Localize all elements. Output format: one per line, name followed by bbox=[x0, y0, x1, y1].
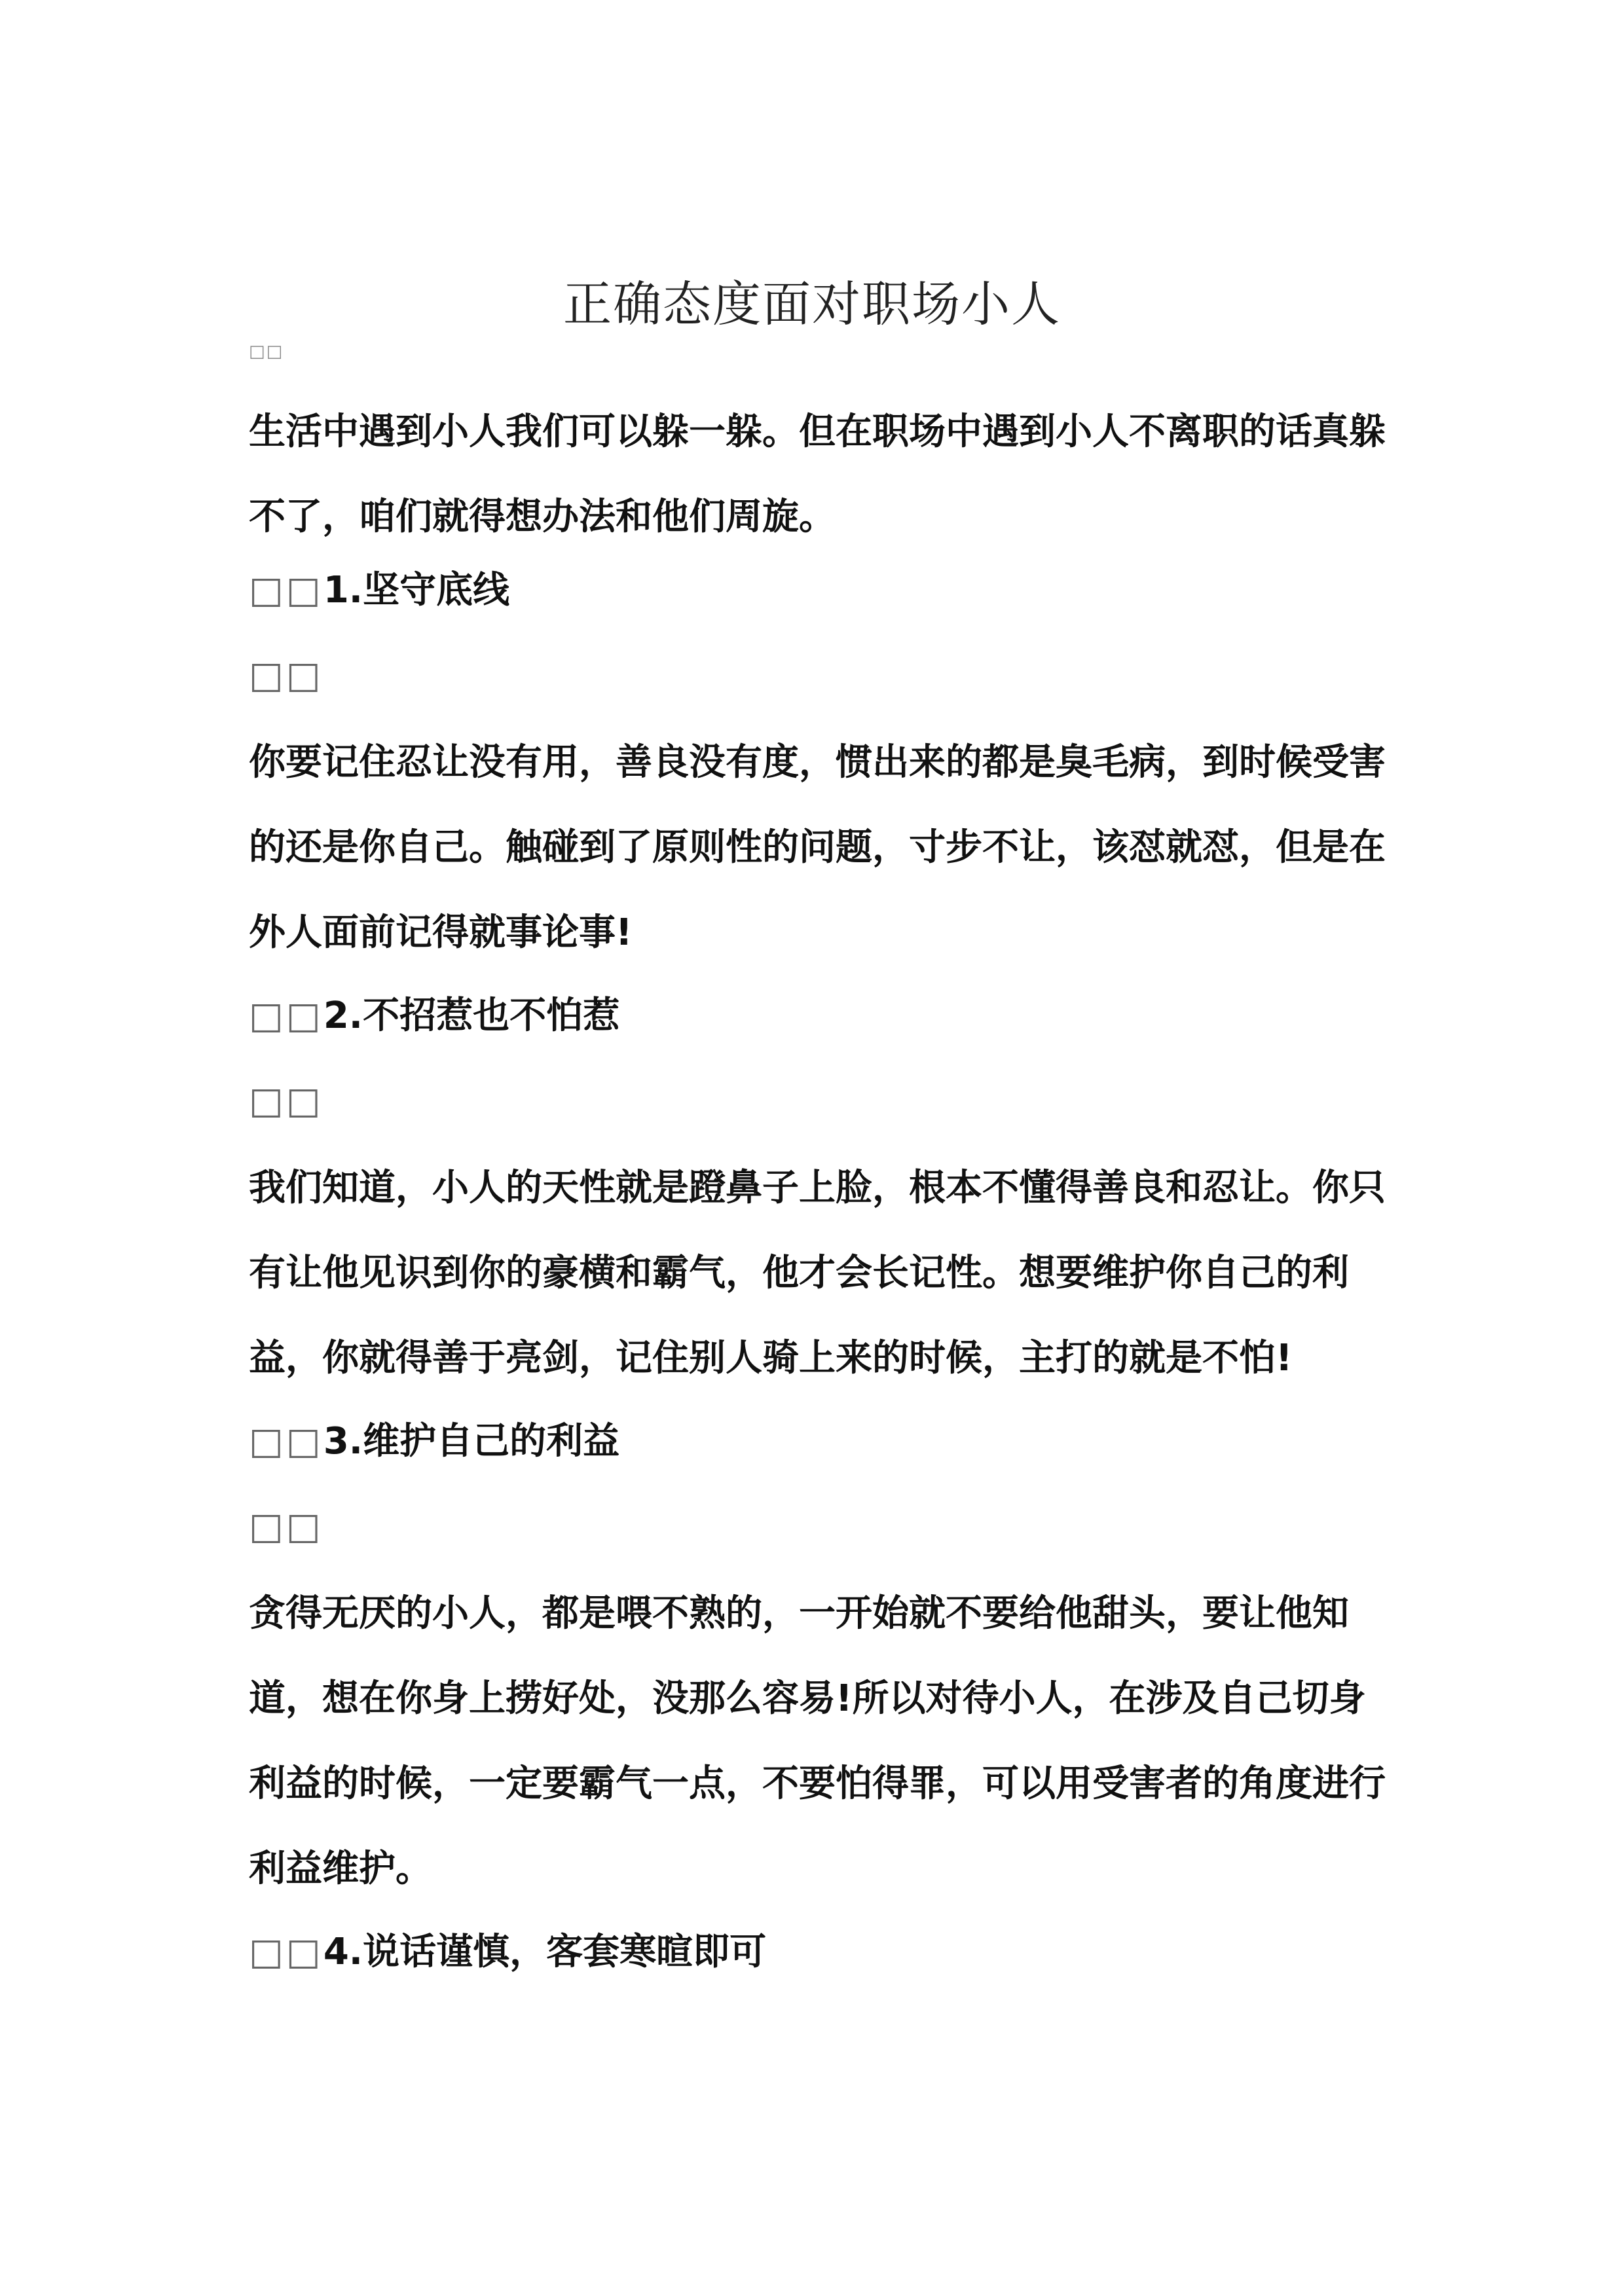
heading-marker: □□ bbox=[249, 1931, 323, 1973]
section-body-2: 我们知道，小人的天性就是蹬鼻子上脸，根本不懂得善良和忍让。你只有让他见识到你的豪横和霸气，他才会长记性。想要维护你自己的利益，你就得善于亮剑，记住别人骑上来的时候，主打的就是不怕! bbox=[249, 1167, 1386, 1379]
section-heading-text: 2.不招惹也不怕惹 bbox=[323, 994, 620, 1037]
section-heading-text: 4.说话谨慎，客套寒暄即可 bbox=[323, 1931, 767, 1973]
heading-marker: □□ bbox=[249, 1420, 323, 1463]
spacer-marker: □□ bbox=[249, 1080, 323, 1122]
heading-marker: □□ bbox=[249, 569, 323, 611]
section-spacer-3 bbox=[249, 1501, 323, 1553]
section-heading-1 bbox=[249, 564, 1388, 617]
spacer-marker: □□ bbox=[249, 654, 323, 697]
section-spacer-2 bbox=[249, 1075, 323, 1127]
spacer-marker: □□ bbox=[249, 1505, 323, 1548]
section-body-3: 贪得无厌的小人，都是喂不熟的，一开始就不要给他甜头，要让他知道，想在你身上捞好处，没那么容易!所以对待小人，在涉及自己切身利益的时候，一定要霸气一点，不要怕得罪，可以用受害者的角度进行利益维护。 bbox=[249, 1592, 1386, 1890]
section-heading-text: 3.维护自己的利益 bbox=[323, 1420, 620, 1463]
section-heading-3 bbox=[249, 1415, 1388, 1468]
section-heading-4 bbox=[249, 1926, 1388, 1978]
section-body-1: 你要记住忍让没有用，善良没有度，惯出来的都是臭毛病，到时候受害的还是你自己。触碰到了原则性的问题，寸步不让，该怼就怼，但是在外人面前记得就事论事! bbox=[249, 741, 1386, 954]
section-spacer-1 bbox=[249, 649, 323, 702]
intro-paragraph: 生活中遇到小人我们可以躲一躲。但在职场中遇到小人不离职的话真躲不了，咱们就得想办法和他们周旋。 bbox=[249, 410, 1386, 538]
section-heading-text: 1.坚守底线 bbox=[323, 569, 510, 611]
heading-marker: □□ bbox=[249, 994, 323, 1037]
document-title: 正确态度面对职场小人 bbox=[563, 276, 1061, 333]
section-heading-2 bbox=[249, 990, 1388, 1042]
placeholder-marker: □□ bbox=[249, 342, 284, 361]
